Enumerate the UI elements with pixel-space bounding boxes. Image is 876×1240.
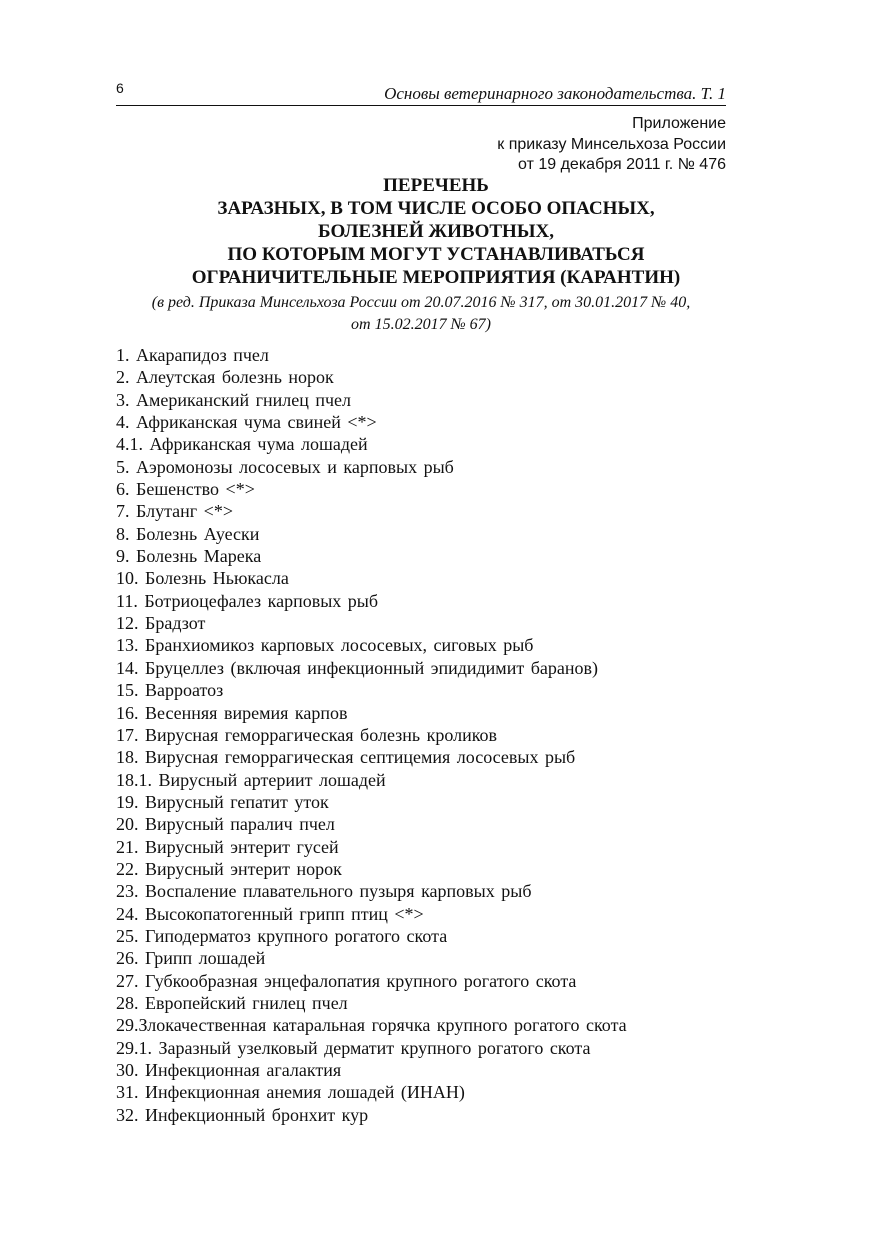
- title-line: ЗАРАЗНЫХ, В ТОМ ЧИСЛЕ ОСОБО ОПАСНЫХ,: [217, 198, 655, 219]
- list-item: 11. Ботриоцефалез карповых рыб: [116, 590, 379, 611]
- list-item: 9. Болезнь Марека: [116, 546, 262, 567]
- list-item: 5. Аэромонозы лососевых и карповых рыб: [116, 456, 454, 477]
- list-item: 23. Воспаление плавательного пузыря карповых рыб: [116, 881, 532, 902]
- list-item: 18. Вирусная геморрагическая септицемия лососевых рыб: [116, 747, 576, 768]
- list-item: 29.Злокачественная катаральная горячка крупного рогатого скота: [116, 1015, 627, 1036]
- running-header: Основы ветеринарного законодательства. Т. 1: [116, 84, 726, 106]
- list-item: 24. Высокопатогенный грипп птиц <*>: [116, 903, 424, 924]
- edition-line: (в ред. Приказа Минсельхоза России от 20.07.2016 № 317, от 30.01.2017 № 40,: [151, 294, 691, 311]
- list-item: 8. Болезнь Ауески: [116, 523, 260, 544]
- list-item: 1. Акарапидоз пчел: [116, 345, 269, 365]
- list-item: 6. Бешенство <*>: [116, 479, 255, 500]
- title-line: ПЕРЕЧЕНЬ: [383, 175, 489, 196]
- list-item: 26. Грипп лошадей: [116, 948, 266, 969]
- list-item: 10. Болезнь Ньюкасла: [116, 568, 289, 589]
- document-title: [116, 174, 756, 289]
- title-line: ОГРАНИЧИТЕЛЬНЫЕ МЕРОПРИЯТИЯ (КАРАНТИН): [191, 267, 681, 288]
- appendix-line: от 19 декабря 2011 г. № 476: [518, 156, 726, 173]
- appendix-note: [497, 114, 726, 176]
- title-line: ПО КОТОРЫМ МОГУТ УСТАНАВЛИВАТЬСЯ: [227, 244, 645, 265]
- edition-line: от 15.02.2017 № 67): [351, 316, 491, 333]
- list-item: 29.1. Заразный узелковый дерматит крупного рогатого скота: [116, 1037, 591, 1058]
- list-item: 12. Брадзот: [116, 613, 206, 634]
- list-item: 13. Бранхиомикоз карповых лососевых, сиговых рыб: [116, 635, 534, 656]
- appendix-line: к приказу Минсельхоза России: [497, 135, 726, 153]
- list-item: 18.1. Вирусный артериит лошадей: [116, 769, 386, 790]
- list-item: 17. Вирусная геморрагическая болезнь кроликов: [116, 724, 498, 745]
- list-item: 14. Бруцеллез (включая инфекционный эпидидимит баранов): [116, 657, 598, 678]
- list-item: 28. Европейский гнилец пчел: [116, 992, 348, 1013]
- list-item: 16. Весенняя виремия карпов: [116, 702, 348, 723]
- list-item: 2. Алеутская болезнь норок: [116, 367, 334, 388]
- page-number: 6: [116, 80, 124, 96]
- list-item: 7. Блутанг <*>: [116, 501, 233, 522]
- list-item: 30. Инфекционная агалактия: [116, 1060, 342, 1080]
- appendix-line: Приложение: [632, 115, 726, 132]
- list-item: 20. Вирусный паралич пчел: [116, 814, 335, 835]
- list-item: 21. Вирусный энтерит гусей: [116, 836, 339, 857]
- title-line: БОЛЕЗНЕЙ ЖИВОТНЫХ,: [318, 221, 554, 242]
- list-item: 31. Инфекционная анемия лошадей (ИНАН): [116, 1082, 465, 1103]
- list-item: 25. Гиподерматоз крупного рогатого скота: [116, 925, 448, 946]
- edition-note: [116, 292, 726, 336]
- list-item: 32. Инфекционный бронхит кур: [116, 1104, 369, 1125]
- list-item: 19. Вирусный гепатит уток: [116, 791, 329, 812]
- list-item: 4. Африканская чума свиней <*>: [116, 412, 377, 433]
- list-item: 4.1. Африканская чума лошадей: [116, 434, 368, 455]
- disease-list: [116, 344, 736, 1126]
- list-item: 27. Губкообразная энцефалопатия крупного рогатого скота: [116, 970, 577, 991]
- list-item: 22. Вирусный энтерит норок: [116, 858, 342, 879]
- list-item: 15. Варроатоз: [116, 680, 224, 701]
- list-item: 3. Американский гнилец пчел: [116, 389, 352, 410]
